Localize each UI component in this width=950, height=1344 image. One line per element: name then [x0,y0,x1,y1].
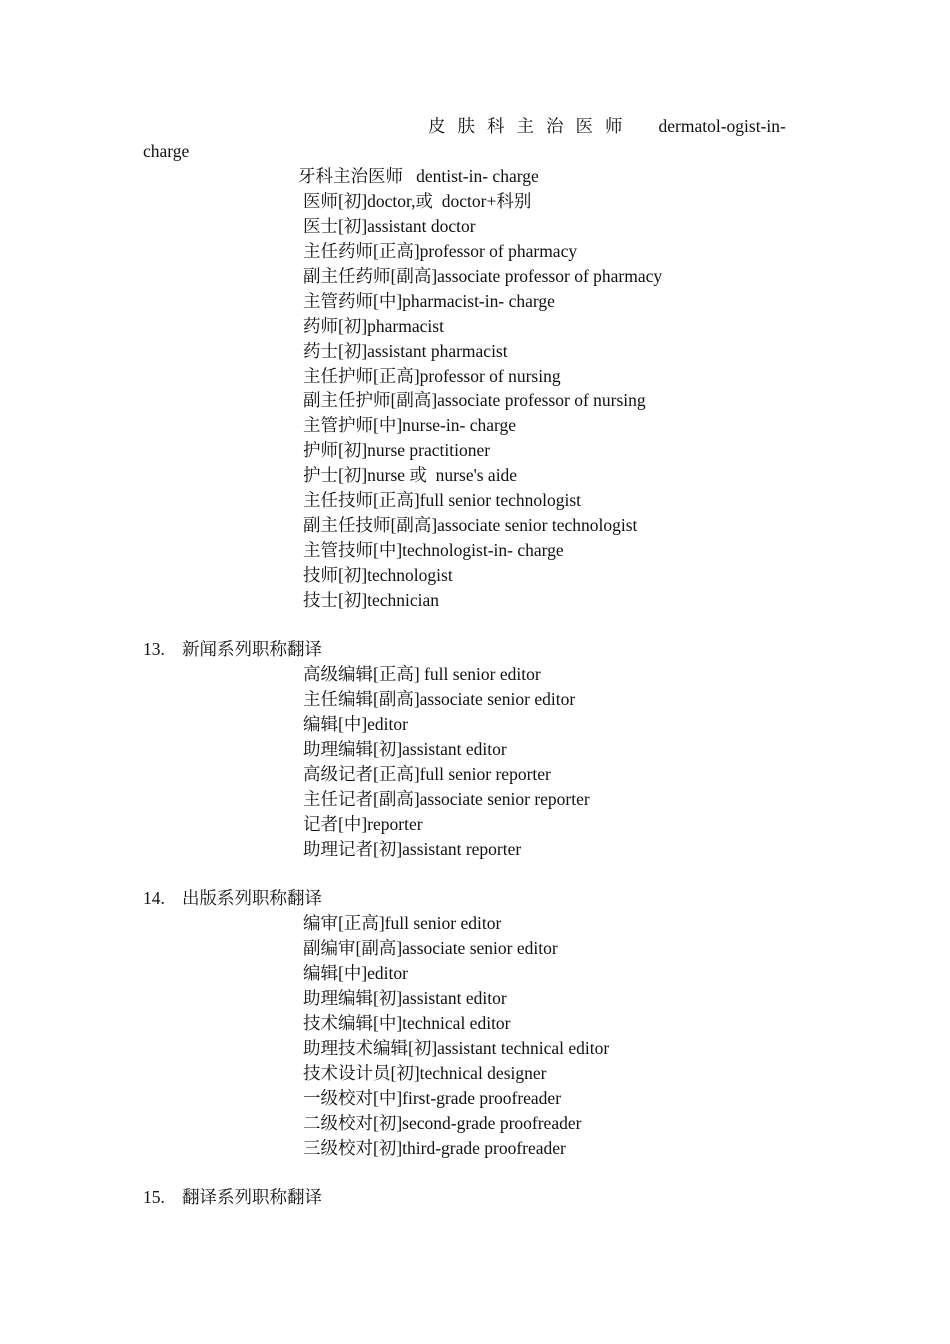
list-item: 编审[正高]full senior editor [303,913,502,933]
list-item: 技术设计员[初]technical designer [303,1063,547,1083]
title-en-part1: dermatol-ogist-in- [658,116,786,136]
list-item: 技士[初]technician [303,590,440,610]
list-item: 医师[初]doctor,或 doctor+科别 [303,191,532,211]
section-title: 出版系列职称翻译 [182,888,322,908]
list-item: 助理编辑[初]assistant editor [303,988,507,1008]
list-item: 技师[初]technologist [303,565,453,585]
list-item: 编辑[中]editor [303,714,408,734]
list-item: 高级编辑[正高] full senior editor [303,664,541,684]
list-item: 药士[初]assistant pharmacist [303,341,508,361]
section-title: 翻译系列职称翻译 [182,1187,322,1207]
list-item: 主任护师[正高]professor of nursing [303,366,561,386]
list-item: 三级校对[初]third-grade proofreader [303,1138,566,1158]
section-heading-14 [143,887,322,909]
section-number: 15. [143,1187,165,1207]
list-item: 医士[初]assistant doctor [303,216,476,236]
list-item: 护士[初]nurse 或 nurse's aide [303,465,518,485]
list-item: 助理编辑[初]assistant editor [303,739,507,759]
dentist-line: 牙科主治医师 dentist-in- charge [298,166,539,186]
list-item: 主任药师[正高]professor of pharmacy [303,241,578,261]
list-item: 主管技师[中]technologist-in- charge [303,540,564,560]
list-item: 一级校对[中]first-grade proofreader [303,1088,562,1108]
list-item: 二级校对[初]second-grade proofreader [303,1113,582,1133]
section-heading-15 [143,1186,322,1208]
list-item: 助理技术编辑[初]assistant technical editor [303,1038,610,1058]
list-item: 主任技师[正高]full senior technologist [303,490,582,510]
title-en-continuation: charge [143,141,190,161]
list-item: 副主任技师[副高]associate senior technologist [303,515,638,535]
section-number: 14. [143,888,165,908]
title-cn: 皮肤科主治医师 [428,116,635,136]
section-heading-13 [143,638,322,660]
list-item: 记者[中]reporter [303,814,423,834]
list-item: 主任编辑[副高]associate senior editor [303,689,576,709]
list-item: 技术编辑[中]technical editor [303,1013,511,1033]
list-item: 高级记者[正高]full senior reporter [303,764,551,784]
list-item: 主管药师[中]pharmacist-in- charge [303,291,555,311]
list-item: 助理记者[初]assistant reporter [303,839,522,859]
list-item: 副主任护师[副高]associate professor of nursing [303,390,646,410]
section-title: 新闻系列职称翻译 [182,639,322,659]
list-item: 副编审[副高]associate senior editor [303,938,558,958]
list-item: 药师[初]pharmacist [303,316,444,336]
list-item: 主管护师[中]nurse-in- charge [303,415,517,435]
list-item: 副主任药师[副高]associate professor of pharmacy [303,266,663,286]
list-item: 护师[初]nurse practitioner [303,440,491,460]
list-item: 主任记者[副高]associate senior reporter [303,789,590,809]
list-item: 编辑[中]editor [303,963,408,983]
title-line [428,115,786,137]
section-number: 13. [143,639,165,659]
